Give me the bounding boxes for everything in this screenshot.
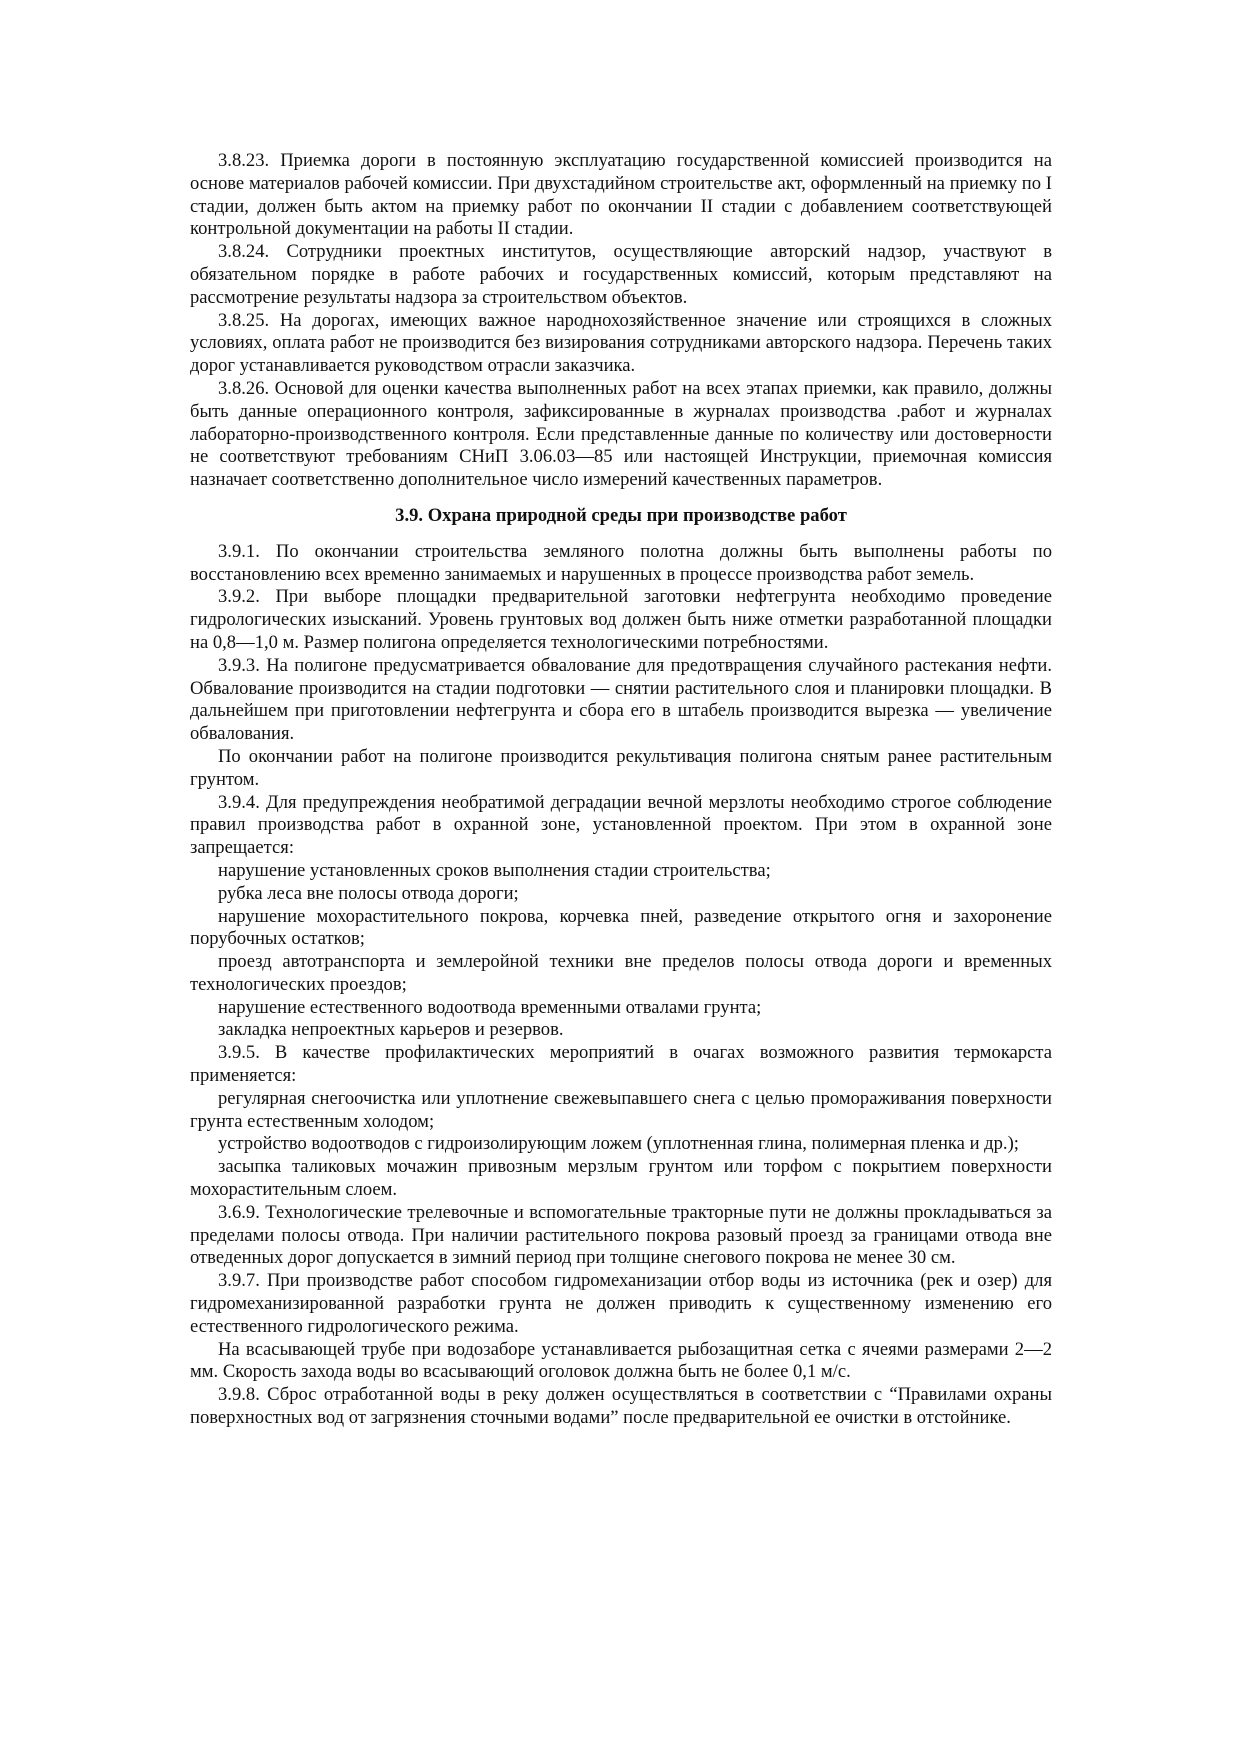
paragraph-3-9-8: 3.9.8. Сброс отработанной воды в реку должен осуществляться в соответствии с “Правилами охраны поверхностных вод от загрязнения сточными водами” после предварительной ее очистки в отстойнике. — [190, 1384, 1052, 1429]
paragraph-3-6-9: 3.6.9. Технологические трелевочные и вспомогательные тракторные пути не должны прокладываться за пределами полосы отвода. При наличии растительного покрова разовый проезд за границами отвода вне отведенных дорог допускается в зимний период при толщине снегового покрова не менее 30 см. — [190, 1201, 1052, 1269]
list-item: нарушение естественного водоотвода временными отвалами грунта; — [218, 996, 762, 1018]
section-heading: 3.9. Охрана природной среды при производстве работ — [395, 504, 847, 526]
list-item: регулярная снегоочистка или уплотнение свежевыпавшего снега с целью промораживания поверхности грунта естественным холодом; — [190, 1087, 1052, 1132]
list-item: нарушение мохорастительного покрова, корчевка пней, разведение открытого огня и захоронение порубочных остатков; — [190, 905, 1052, 950]
document-page — [190, 150, 1052, 1430]
paragraph-3-8-26: 3.8.26. Основой для оценки качества выполненных работ на всех этапах приемки, как правило, должны быть данные операционного контроля, зафиксированные в журналах производства .работ и журналах лабораторно-производственного контроля. Если представленные данные по количеству или достоверности не соответствуют требованиям СНиП 3.06.03—85 или настоящей Инструкции, приемочная комиссия назначает соответственно дополнительное число измерений качественных параметров. — [190, 377, 1052, 491]
list-item: рубка леса вне полосы отвода дороги; — [218, 882, 519, 904]
paragraph-recultivation: По окончании работ на полигоне производится рекультивация полигона снятым ранее растительным грунтом. — [190, 745, 1052, 790]
paragraph-3-8-25: 3.8.25. На дорогах, имеющих важное народнохозяйственное значение или строящихся в сложных условиях, оплата работ не производится без визирования сотрудниками авторского надзора. Перечень таких дорог устанавливается руководством отрасли заказчика. — [190, 309, 1052, 377]
list-item: нарушение установленных сроков выполнения стадии строительства; — [218, 859, 771, 881]
list-item: проезд автотранспорта и землеройной техники вне пределов полосы отвода дороги и временных технологических проездов; — [190, 951, 1052, 995]
list-item: закладка непроектных карьеров и резервов. — [218, 1019, 564, 1041]
paragraph-3-9-2: 3.9.2. При выборе площадки предварительной заготовки нефтегрунта необходимо проведение гидрологических изысканий. Уровень грунтовых вод должен быть ниже отметки разработанной площадки на 0,8—1,0 м. Размер полигона определяется технологическими потребностями. — [190, 586, 1052, 653]
paragraph-3-9-3: 3.9.3. На полигоне предусматривается обвалование для предотвращения случайного растекания нефти. Обвалование производится на стадии подготовки — снятии растительного слоя и планировки площадки. В дальнейшем при приготовлении нефтегрунта и сбора его в штабель производится вырезка — увеличение обвалования. — [190, 654, 1052, 745]
paragraph-fish-protection: На всасывающей трубе при водозаборе устанавливается рыбозащитная сетка с ячеями размерами 2—2 мм. Скорость захода воды во всасывающий оголовок должна быть не более 0,1 м/с. — [190, 1338, 1052, 1383]
paragraph-3-8-24: 3.8.24. Сотрудники проектных институтов, осуществляющие авторский надзор, участвуют в обязательном порядке в работе рабочих и государственных комиссий, которым представляют на рассмотрение результаты надзора за строительством объектов. — [190, 241, 1052, 308]
list-item: засыпка таликовых мочажин привозным мерзлым грунтом или торфом с покрытием поверхности мохорастительным слоем. — [190, 1156, 1052, 1201]
paragraph-3-8-23: 3.8.23. Приемка дороги в постоянную эксплуатацию государственной комиссией производится на основе материалов рабочей комиссии. При двухстадийном строительстве акт, оформленный на приемку по I стадии, должен быть актом на приемку работ по окончании II стадии с добавлением соответствующей контрольной документации на работы II стадии. — [190, 150, 1052, 240]
paragraph-3-9-4: 3.9.4. Для предупреждения необратимой деградации вечной мерзлоты необходимо строгое соблюдение правил производства работ в охранной зоне, установленной проектом. При этом в охранной зоне запрещается: — [190, 791, 1052, 859]
paragraph-3-9-5: 3.9.5. В качестве профилактических мероприятий в очагах возможного развития термокарста применяется: — [190, 1042, 1052, 1087]
paragraph-3-9-1: 3.9.1. По окончании строительства земляного полотна должны быть выполнены работы по восстановлению всех временно занимаемых и нарушенных в процессе производства работ земель. — [190, 540, 1052, 585]
paragraph-3-9-7: 3.9.7. При производстве работ способом гидромеханизации отбор воды из источника (рек и озер) для гидромеханизированной разработки грунта не должен приводить к существенному изменению его естественного гидрологического режима. — [190, 1270, 1052, 1337]
list-item: устройство водоотводов с гидроизолирующим ложем (уплотненная глина, полимерная пленка и др.); — [218, 1133, 1019, 1155]
